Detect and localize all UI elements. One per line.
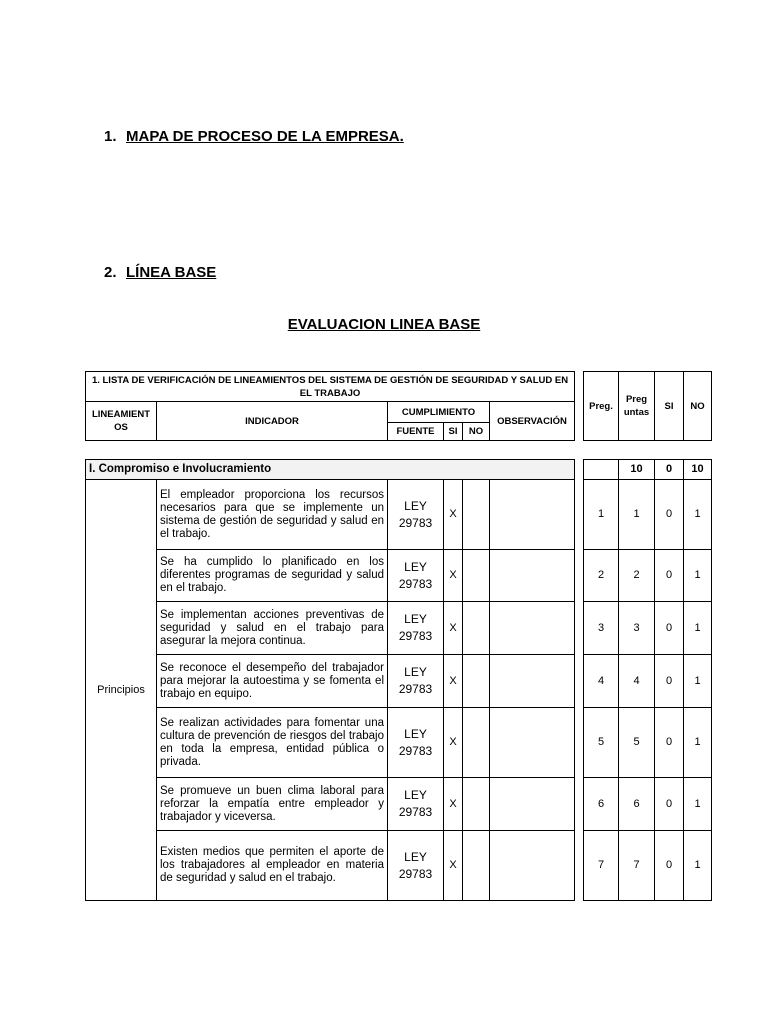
preguntas-cell: 2 [619, 550, 655, 602]
preguntas-cell: 4 [619, 655, 655, 708]
observacion-cell [490, 602, 575, 655]
heading-linea-base [104, 264, 216, 281]
si-cell: X [444, 831, 463, 901]
side-si-cell: 0 [655, 778, 684, 831]
table-row [86, 778, 575, 831]
indicador-cell: Se reconoce el desempeño del trabajador para mejorar la autoestima y se fomenta el trabajo en equipo. [157, 655, 388, 708]
preg-cell: 4 [584, 655, 619, 708]
indicador-cell: Se ha cumplido lo planificado en los diferentes programas de seguridad y salud en el trabajo. [157, 550, 388, 602]
side-no-cell: 1 [684, 831, 712, 901]
side-no-cell: 1 [684, 655, 712, 708]
side-no-cell: 1 [684, 602, 712, 655]
si-cell: X [444, 602, 463, 655]
no-cell [463, 655, 490, 708]
side-si-cell: 0 [655, 708, 684, 778]
si-cell: X [444, 550, 463, 602]
preg-cell: 1 [584, 480, 619, 550]
preg-cell: 5 [584, 708, 619, 778]
heading-text: MAPA DE PROCESO DE LA EMPRESA. [126, 128, 404, 145]
side-header-table [583, 371, 712, 441]
indicador-cell: Se promueve un buen clima laboral para reforzar la empatía entre empleador y trabajador y viceversa. [157, 778, 388, 831]
side-si-cell: 0 [655, 480, 684, 550]
side-no-cell: 1 [684, 708, 712, 778]
preguntas-cell: 3 [619, 602, 655, 655]
table-row [86, 602, 575, 655]
total-no: 10 [684, 460, 712, 480]
heading-number: 1. [104, 128, 117, 145]
preg-cell: 6 [584, 778, 619, 831]
side-no-cell: 1 [684, 550, 712, 602]
side-row [584, 708, 712, 778]
main-body-table [85, 459, 575, 901]
side-si-cell: 0 [655, 831, 684, 901]
indicador-cell: Existen medios que permiten el aporte de los trabajadores al empleador en materia de seguridad y salud en el trabajo. [157, 831, 388, 901]
fuente-cell: LEY 29783 [388, 708, 444, 778]
fuente-cell: LEY 29783 [388, 550, 444, 602]
side-si-cell: 0 [655, 655, 684, 708]
observacion-cell [490, 480, 575, 550]
page-title: EVALUACION LINEA BASE [287, 316, 481, 333]
col-observacion: OBSERVACIÓN [490, 402, 575, 441]
side-no-cell: 1 [684, 480, 712, 550]
col-lineamientos: LINEAMIENT OS [86, 402, 157, 441]
preg-cell: 2 [584, 550, 619, 602]
side-row [584, 480, 712, 550]
lineamiento-principios: Principios [86, 480, 157, 901]
side-body-table [583, 459, 712, 901]
col-fuente: FUENTE [388, 423, 444, 441]
no-cell [463, 480, 490, 550]
side-row [584, 602, 712, 655]
no-cell [463, 602, 490, 655]
col-no: NO [463, 423, 490, 441]
observacion-cell [490, 708, 575, 778]
no-cell [463, 550, 490, 602]
table-title: 1. LISTA DE VERIFICACIÓN DE LINEAMIENTOS DEL SISTEMA DE GESTIÓN DE SEGURIDAD Y SALUD EN EL TRABAJO [86, 372, 575, 402]
no-cell [463, 708, 490, 778]
indicador-cell: Se implementan acciones preventivas de seguridad y salud en el trabajo para asegurar la mejora continua. [157, 602, 388, 655]
fuente-cell: LEY 29783 [388, 602, 444, 655]
side-row [584, 831, 712, 901]
fuente-cell: LEY 29783 [388, 480, 444, 550]
preguntas-cell: 7 [619, 831, 655, 901]
totals-row [584, 460, 712, 480]
si-cell: X [444, 480, 463, 550]
no-cell [463, 778, 490, 831]
col-cumplimiento: CUMPLIMIENTO [388, 402, 490, 423]
preguntas-cell: 6 [619, 778, 655, 831]
col-side-no: NO [684, 372, 712, 441]
heading-mapa-proceso [104, 128, 404, 145]
fuente-cell: LEY 29783 [388, 778, 444, 831]
preguntas-cell: 1 [619, 480, 655, 550]
side-si-cell: 0 [655, 602, 684, 655]
total-preguntas: 10 [619, 460, 655, 480]
table-row [86, 655, 575, 708]
table-row [86, 831, 575, 901]
total-blank [584, 460, 619, 480]
total-si: 0 [655, 460, 684, 480]
preg-cell: 7 [584, 831, 619, 901]
heading-number: 2. [104, 264, 117, 281]
table-row [86, 708, 575, 778]
observacion-cell [490, 778, 575, 831]
preguntas-cell: 5 [619, 708, 655, 778]
fuente-cell: LEY 29783 [388, 655, 444, 708]
col-side-si: SI [655, 372, 684, 441]
si-cell: X [444, 708, 463, 778]
col-preguntas: Preg untas [619, 372, 655, 441]
si-cell: X [444, 778, 463, 831]
observacion-cell [490, 831, 575, 901]
col-indicador: INDICADOR [157, 402, 388, 441]
observacion-cell [490, 550, 575, 602]
table-row [86, 480, 575, 550]
col-si: SI [444, 423, 463, 441]
preg-cell: 3 [584, 602, 619, 655]
main-header-table [85, 371, 575, 441]
side-row [584, 655, 712, 708]
no-cell [463, 831, 490, 901]
side-si-cell: 0 [655, 550, 684, 602]
col-preg: Preg. [584, 372, 619, 441]
section-title: I. Compromiso e Involucramiento [86, 460, 575, 480]
indicador-cell: Se realizan actividades para fomentar una cultura de prevención de riesgos del trabajo en toda la empresa, entidad pública o privada. [157, 708, 388, 778]
si-cell: X [444, 655, 463, 708]
side-row [584, 778, 712, 831]
fuente-cell: LEY 29783 [388, 831, 444, 901]
heading-text: LÍNEA BASE [126, 264, 217, 281]
observacion-cell [490, 655, 575, 708]
table-row [86, 550, 575, 602]
indicador-cell: El empleador proporciona los recursos necesarios para que se implemente un sistema de gestión de seguridad y salud en el trabajo. [157, 480, 388, 550]
side-row [584, 550, 712, 602]
side-no-cell: 1 [684, 778, 712, 831]
